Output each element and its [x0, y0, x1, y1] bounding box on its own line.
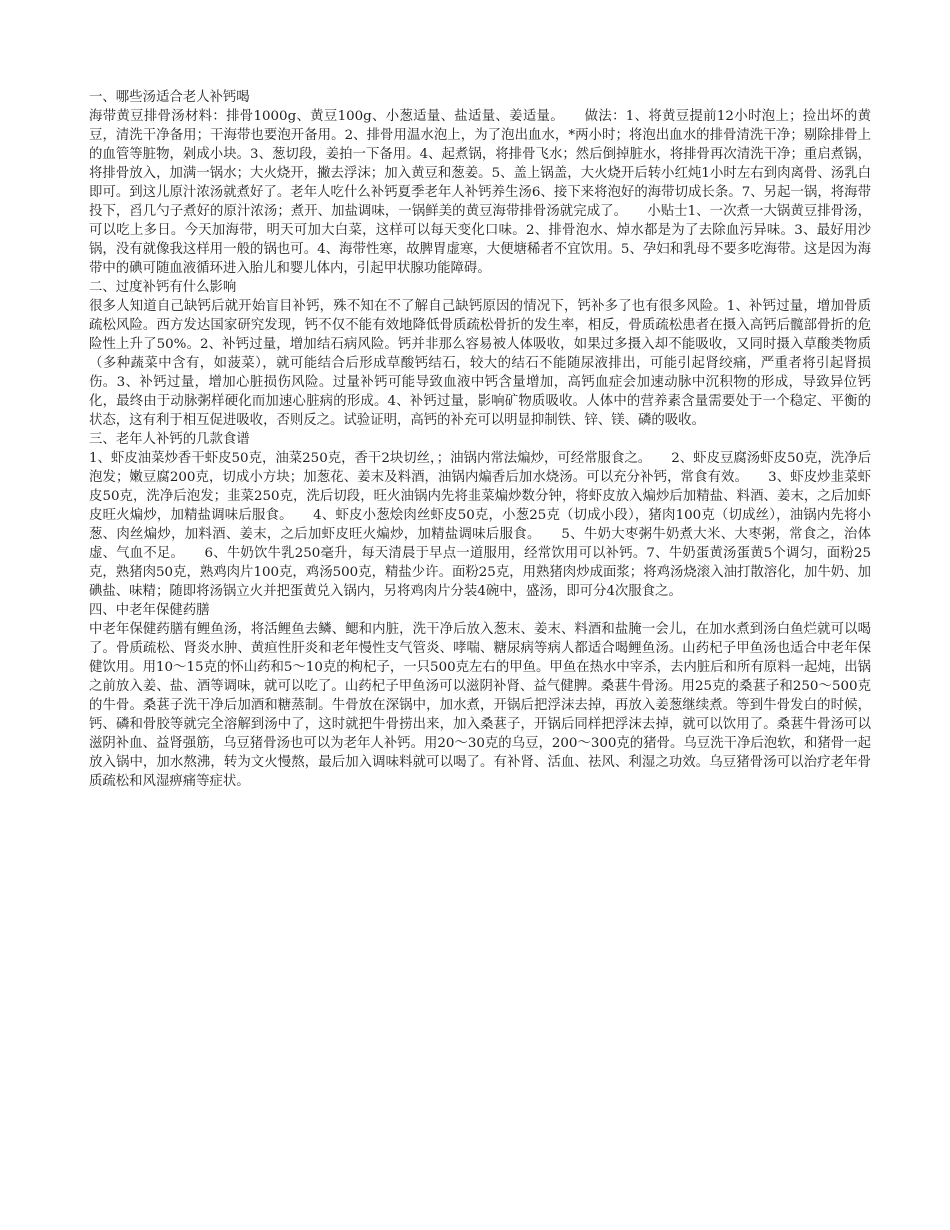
section-1-body: 海带黄豆排骨汤材料：排骨1000g、黄豆100g、小葱适量、盐适量、姜适量。 做法：1、将黄豆提前12小时泡上；捡出坏的黄豆，清洗干净备用；干海带也要泡开备用。2、排骨用温水泡上，为了泡出血水，*两小时；将泡出血水的排骨清洗干净；剔除排骨上的血管等脏物，剁成小块。3、葱切段，姜拍一下备用。4、起煮锅，将排骨飞水；然后倒掉脏水，将排骨再次清洗干净；重启煮锅，将排骨放入，加满一锅水；大火烧开，撇去浮沫；加入黄豆和葱姜。5、盖上锅盖，大火烧开后转小红炖1小时左右到肉离骨、汤乳白即可。到这儿原汁浓汤就煮好了。老年人吃什么补钙夏季老年人补钙养生汤6、接下来将泡好的海带切成长条。7、另起一锅，将海带投下，舀几勺子煮好的原汁浓汤；煮开、加盐调味，一锅鲜美的黄豆海带排骨汤就完成了。 小贴士1、一次煮一大锅黄豆排骨汤，可以吃上多日。今天加海带，明天可加大白菜，这样可以每天变化口味。2、排骨泡水、焯水都是为了去除血污异味。3、最好用沙锅，没有就像我这样用一般的锅也可。4、海带性寒，故脾胃虚寒，大便塘稀者不宜饮用。5、孕妇和乳母不要多吃海带。这是因为海带中的碘可随血液循环进入胎儿和婴儿体内，引起甲状腺功能障碍。 — [89, 109, 871, 276]
section-4-heading: 四、中老年保健药膳 — [89, 603, 210, 618]
section-1-heading: 一、哪些汤适合老人补钙喝 — [89, 90, 250, 105]
section-3-heading: 三、老年人补钙的几款食谱 — [89, 432, 250, 447]
section-2-heading: 二、过度补钙有什么影响 — [89, 280, 237, 295]
section-3-body: 1、虾皮油菜炒香干虾皮50克，油菜250克，香干2块切丝，；油锅内常法煸炒，可经常服食之。 2、虾皮豆腐汤虾皮50克，洗净后泡发；嫩豆腐200克，切成小方块；加葱花、姜末及料酒，油锅内煸香后加水烧汤。可以充分补钙，常食有效。 3、虾皮炒韭菜虾皮50克，洗净后泡发；韭菜250克，洗后切段，旺火油锅内先将韭菜煸炒数分钟，将虾皮放入煸炒后加精盐、料酒、姜末，之后加虾皮旺火煸炒，加精盐调味后服食。 4、虾皮小葱烩肉丝虾皮50克，小葱25克（切成小段），猪肉100克（切成丝），油锅内先将小葱、肉丝煸炒，加料酒、姜末，之后加虾皮旺火煸炒，加精盐调味后服食。 5、牛奶大枣粥牛奶煮大米、大枣粥，常食之，治体虚、气血不足。 6、牛奶饮牛乳250毫升，每天清晨于早点一道服用，经常饮用可以补钙。7、牛奶蛋黄汤蛋黄5个调匀，面粉25克，熟猪肉50克，熟鸡肉片100克，鸡汤500克，精盐少许。面粉25克，用熟猪肉炒成面浆；将鸡汤烧滚入油打散溶化，加牛奶、加碘盐、味精；随即将汤锅立火并把蛋黄兑入锅内，另将鸡肉片分装4碗中，盛汤，即可分4次服食之。 — [89, 451, 871, 599]
article — [89, 88, 871, 791]
section-2-body: 很多人知道自己缺钙后就开始盲目补钙，殊不知在不了解自己缺钙原因的情况下，钙补多了也有很多风险。1、补钙过量，增加骨质疏松风险。西方发达国家研究发现，钙不仅不能有效地降低骨质疏松骨折的发生率，相反，骨质疏松患者在摄入高钙后髋部骨折的危险性上升了50%。2、补钙过量，增加结石病风险。钙并非那么容易被人体吸收，如果过多摄入却不能吸收，又同时摄入草酸类物质（多种蔬菜中含有，如菠菜），就可能结合后形成草酸钙结石，较大的结石不能随尿液排出，可能引起肾绞痛，严重者将引起肾损伤。3、补钙过量，增加心脏损伤风险。过量补钙可能导致血液中钙含量增加，高钙血症会加速动脉中沉积物的形成，导致异位钙化，最终由于动脉粥样硬化而加速心脏病的形成。4、补钙过量，影响矿物质吸收。人体中的营养素含量需要处于一个稳定、平衡的状态，这有利于相互促进吸收，否则反之。试验证明，高钙的补充可以明显抑制铁、锌、镁、磷的吸收。 — [89, 299, 871, 428]
section-4-body: 中老年保健药膳有鲤鱼汤，将活鲤鱼去鳞、鳃和内脏，洗干净后放入葱末、姜末、料酒和盐腌一会儿，在加水煮到汤白鱼烂就可以喝了。骨质疏松、肾炎水肿、黄疸性肝炎和老年慢性支气管炎、哮喘、糖尿病等病人都适合喝鲤鱼汤。山药杞子甲鱼汤也适合中老年保健饮用。用10～15克的怀山药和5～10克的枸杞子，一只500克左右的甲鱼。甲鱼在热水中宰杀，去内脏后和所有原料一起炖，出锅之前放入姜、盐、酒等调味，就可以吃了。山药杞子甲鱼汤可以滋阴补肾、益气健脾。桑葚牛骨汤。用25克的桑葚子和250～500克的牛骨。桑葚子洗干净后加酒和糖蒸制。牛骨放在深锅中，加水煮，开锅后把浮沫去掉，再放入姜葱继续煮。等到牛骨发白的时候，钙、磷和骨胶等就完全溶解到汤中了，这时就把牛骨捞出来，加入桑葚子，开锅后同样把浮沫去掉，就可以饮用了。桑葚牛骨汤可以滋阴补血、益肾强筋，乌豆猪骨汤也可以为老年人补钙。用20～30克的乌豆，200～300克的猪骨。乌豆洗干净后泡软，和猪骨一起放入锅中，加水熬沸，转为文火慢熬，最后加入调味料就可以喝了。有补肾、活血、祛风、利湿之功效。乌豆猪骨汤可以治疗老年骨质疏松和风湿痹痛等症状。 — [89, 622, 871, 789]
